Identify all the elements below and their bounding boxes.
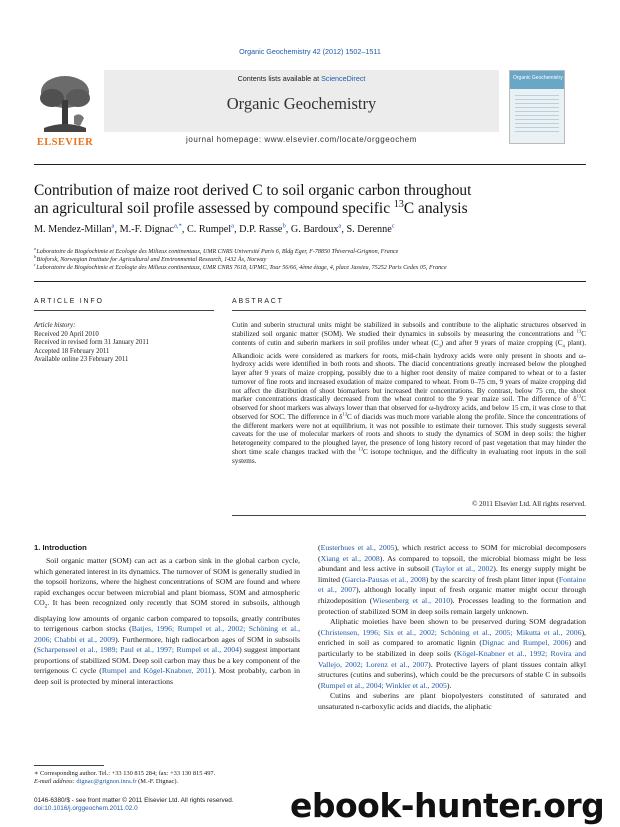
citation-link[interactable]: Taylor et al., 2002 xyxy=(434,564,494,574)
article-history xyxy=(34,322,174,365)
contents-line xyxy=(104,74,499,83)
citation-link[interactable]: Wiesenberg et al., 2010 xyxy=(372,595,451,605)
body-column-left xyxy=(34,556,300,688)
contents-prefix: Contents lists available at xyxy=(237,74,322,83)
body-column-right xyxy=(318,543,586,713)
journal-citation[interactable]: Organic Geochemistry 42 (2012) 1502–1511 xyxy=(239,47,381,56)
header-rule xyxy=(34,164,586,165)
tree-icon xyxy=(34,72,96,134)
body-paragraph: Aliphatic moieties have been shown to be preserved during SOM degradation (Christensen, 1996; Six et al., 2002; Schöning et al., 2005; Mikutta et al., 2006), enriched in soil as compared to aromatic lignin (Dignac and Rumpel, 2006) and particularly to be stabilized in deep soils (Kögel-Knabner et al., 1992; Rovira and Vallejo, 2002; Lorenz et al., 2007). Protective layers of plant tissues contain alkyl structures (cutins and suberins), which could be the precursors of stable C in subsoils (Rumpel et al., 2004; Winkler et al., 2005). xyxy=(318,617,586,690)
copyright: © 2011 Elsevier Ltd. All rights reserved. xyxy=(472,500,586,508)
author-affiliation-marker[interactable]: a xyxy=(111,222,115,230)
corresponding-author-footnote: ∗ Corresponding author. Tel.: +33 130 815 284; fax: +33 130 815 497. E-mail address: dignac@grignon.inra.fr (M.-F. Dignac). xyxy=(34,770,216,785)
doi-link[interactable]: doi:10.1016/j.orggeochem.2011.02.0 xyxy=(34,805,138,812)
citation-link[interactable]: Eusterhues et al., 2005 xyxy=(320,543,395,552)
abstract-text: Cutin and suberin structural units might be stabilized in subsoils and contribute to the aliphatic structures observed in stabilized soil organic matter (SOM). We studied their dynamics in subsoils by measuring the concentrations and $^{13}$C contents of cutin and suberin markers in soil profiles under wheat $(C_3)$ and after 9 years of maize cropping ($C_4$ plant). Alkandioic acids were considered as markers for roots, mid-chain hydroxy acids were only present in shoots and ω-hydroxy acids were identified in both roots and shoots. The diacid concentrations greatly increased below the ploughed layer after 9 years of maize cropping, possibly due to a higher root density of maize compared to wheat or to a faster turnover of fine roots and increased exudation of maize compared to wheat. From 0–75 cm, 9 years of maize cropping did not affect the distribution of shoot biomarkers but increased their concentrations. By contrast, below 75 cm, the shoot marker concentrations drastically decreased from the wheat control to the 9 year maize soil. The difference of $\delta^{13}C$ observed for shoot markers was always lower than that observed for ω-hydroxy acids, and below 15 cm, it was close to that observed for SOC. The difference in $\delta^{13}C$ of diacids was much more variable along the profile. Since the concentrations of the different markers were not at equilibrium, it was not possible to estimate their turnover. This study suggests several caveats for the use of molecular markers of roots and shoots to study the dynamics of SOM in deep soils: the higher heterogeneity compared to the ploughed layer, the presence of long history record of past vegetation that may hinder the short time scale changes tracked with the $^{13}$C isotope technique, and the difficulty in evaluating root inputs in the soil systems. xyxy=(232,321,587,465)
author-name: M. Mendez-Millan xyxy=(34,224,112,235)
author-name: M.-F. Dignac xyxy=(119,224,174,235)
journal-header-box xyxy=(104,70,499,132)
author-affiliation-marker[interactable]: a xyxy=(231,222,235,230)
author-list: M. Mendez-Millan$^a$, M.-F. Dignac$^{a,*}$, C. Rumpel$^a$, D.P. Rasse$^b$, G. Bardoux$^a$, S. Derenne$^c$ xyxy=(34,222,395,235)
history-online: Available online 23 February 2011 xyxy=(34,356,129,364)
affiliation-b: $^b$ Bioforsk, Norwegian Institute for Agricultural and Environmental Research, 1432 Ås, Norway xyxy=(34,254,267,264)
citation-link[interactable]: Xiang et al., 2008 xyxy=(320,553,380,563)
history-accepted: Accepted 18 February 2011 xyxy=(34,347,110,355)
citation-link[interactable]: Fontaine et al., 2007 xyxy=(318,574,586,595)
author-email-link[interactable]: dignac@grignon.inra.fr xyxy=(76,778,137,785)
citation-link[interactable]: Christensen, 1996; Six et al., 2002; Schöning et al., 2005; Mikutta et al., 2006 xyxy=(320,627,582,637)
body-paragraph: (Eusterhues et al., 2005), which restrict access to SOM for microbial decomposers (Xiang et al., 2008). As compared to topsoil, the microbial biomass might be less abundant and less active in subsoil (Taylor et al., 2002). Its energy supply might be limited (Garcia-Pausas et al., 2008) by the scarcity of fresh plant litter input (Fontaine et al., 2007), although locally input of fresh organic matter might occur through rhizodeposition (Wiesenberg et al., 2010). Processes leading to the formation and protection of stabilized SOM in deep soils remain largely unknown. xyxy=(318,543,587,616)
masthead xyxy=(34,70,586,156)
affiliation-a: $^a$ Laboratoire de Biogéochimie et Ecologie des Milieux continentaux, UMR CNRS Université Paris 6, Bldg Eger, F-78850 Thiverval-Grignon, France xyxy=(34,246,399,256)
journal-title: Organic Geochemistry xyxy=(226,94,377,113)
cover-title: Organic Geochemistry xyxy=(513,75,563,81)
body-paragraph: Soil organic matter (SOM) can act as a carbon sink in the global carbon cycle, which generated interest in its dynamics. The turnover of SOM is generally studied in the topsoil horizons, where the highest concentrations of SOM are found and where rapid exchanges occur between microbial and plant biomass, SOM and atmospheric $CO_2$. It has been recognized only recently that SOM stored in subsoils, although displaying low amounts of organic carbon compared to topsoils, greatly contributes to terrigenous carbon stocks (Batjes, 1996; Rumpel et al., 2002; Schöning et al., 2006; Chabbi et al., 2009). Furthermore, high radiocarbon ages of SOM in subsoils (Scharpenseel et al., 1989; Paul et al., 1997; Rumpel et al., 2004) suggest important proportions of stabilized SOM. Deep soil carbon may thus be a key component of the terrigenous C cycle (Rumpel and Kögel-Knabner, 2011). Most probably, carbon in deep soil is protected by mineral interactions xyxy=(34,556,301,687)
citation-link[interactable]: Garcia-Pausas et al., 2008 xyxy=(344,574,426,584)
author-affiliation-marker[interactable]: b xyxy=(282,222,286,230)
article-info-heading: ARTICLE INFO xyxy=(34,298,104,305)
issn-doi: 0146-6380/$ - see front matter © 2011 Elsevier Ltd. All rights reserved. doi:10.1016/j.orggeochem.2011.02.0 xyxy=(34,797,300,813)
author-affiliation-marker[interactable]: a,* xyxy=(173,222,182,230)
history-label: Article history: xyxy=(34,322,76,329)
journal-cover-thumbnail[interactable] xyxy=(509,70,565,144)
article-title: Contribution of maize root derived C to soil organic carbon throughout an agricultural soil profile assessed by compound specific $^{13}$C analysis xyxy=(34,182,472,217)
journal-homepage[interactable]: journal homepage: www.elsevier.com/locate/orggeochem xyxy=(186,135,417,144)
elsevier-tree-logo[interactable] xyxy=(34,72,96,148)
citation-link[interactable]: Kögel-Knabner et al., 1992; Rovira and Vallejo, 2002; Lorenz et al., 2007 xyxy=(318,648,586,669)
author-affiliation-marker[interactable]: c xyxy=(391,222,395,230)
author-affiliation-marker[interactable]: a xyxy=(338,222,342,230)
abstract-heading: ABSTRACT xyxy=(232,298,284,305)
introduction-heading: 1. Introduction xyxy=(34,543,87,552)
affiliation-c: $^c$ Laboratoire de Biogéochimie et Ecologie des Milieux continentaux, UMR CNRS 7618, UPMC, Tour 56/66, 4ème étage, 4, place Jussieu, 75252 Paris Cedex 05, France xyxy=(34,262,447,272)
sciencedirect-link[interactable]: ScienceDirect xyxy=(321,74,366,83)
author-name: G. Bardoux xyxy=(290,224,339,235)
body-paragraph: Cutins and suberins are plant biopolyesters constituted of saturated and unsaturated n-carboxylic acids and diacids, the aliphatic xyxy=(318,691,586,711)
author-name: C. Rumpel xyxy=(186,224,232,235)
author-name: S. Derenne xyxy=(346,224,392,235)
affiliation-rule xyxy=(34,281,586,282)
history-revised: Received in revised form 31 January 2011 xyxy=(34,339,149,347)
citation-link[interactable]: Dignac and Rumpel, 2006 xyxy=(482,638,569,648)
citation-link[interactable]: Rumpel et al., 2004; Winkler et al., 2005 xyxy=(320,680,447,690)
author-name: D.P. Rasse xyxy=(239,224,283,235)
elsevier-wordmark: ELSEVIER xyxy=(36,137,94,148)
citation-link[interactable]: Batjes, 1996; Rumpel et al., 2002; Schöning et al., 2006; Chabbi et al., 2009 xyxy=(34,624,301,644)
history-received: Received 20 April 2010 xyxy=(34,330,99,338)
watermark: ebook-hunter.org xyxy=(290,786,605,825)
citation-link[interactable]: Rumpel and Kögel-Knabner, 2011 xyxy=(101,666,212,676)
citation-link[interactable]: Scharpenseel et al., 1989; Paul et al., 1997; Rumpel et al., 2004 xyxy=(36,645,240,655)
